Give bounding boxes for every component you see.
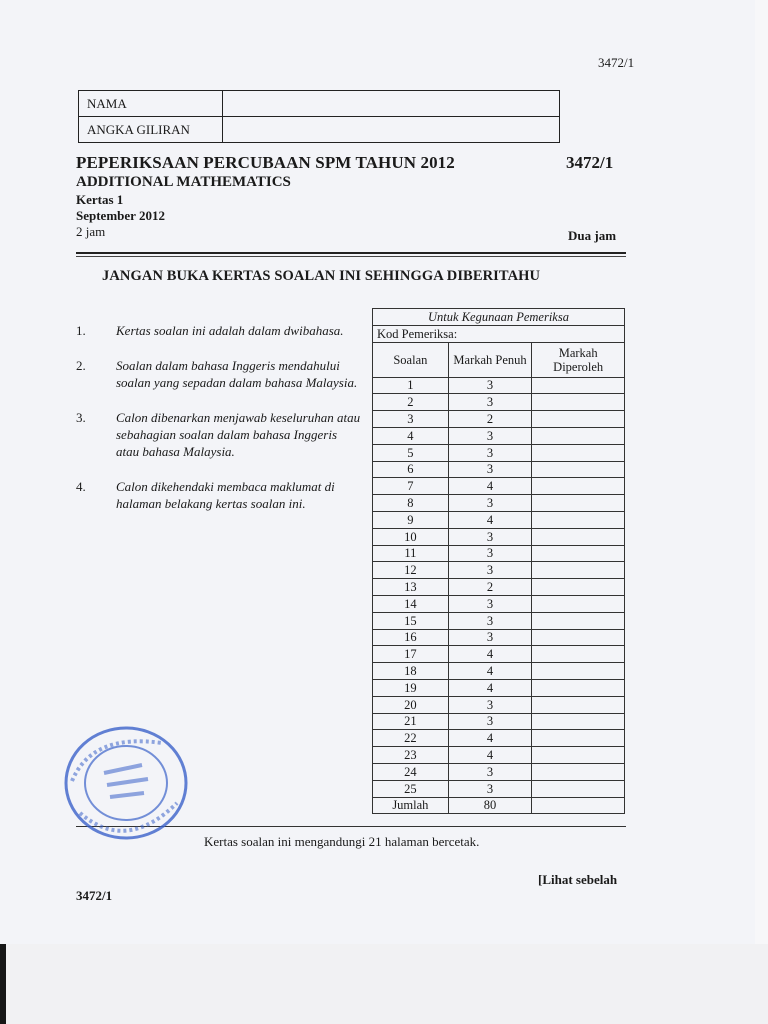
question-number: 5: [373, 444, 449, 461]
candidate-info-table: [78, 90, 560, 143]
question-number: 16: [373, 629, 449, 646]
marks-row: [373, 478, 625, 495]
question-number: 4: [373, 427, 449, 444]
marks-row: [373, 461, 625, 478]
instruction-number: 3.: [76, 410, 86, 425]
marks-obtained-field[interactable]: [532, 478, 625, 495]
marks-obtained-field[interactable]: [532, 629, 625, 646]
full-marks: 4: [448, 679, 532, 696]
marks-obtained-field[interactable]: [532, 511, 625, 528]
marks-obtained-field[interactable]: [532, 461, 625, 478]
examiner-marks-table: [372, 308, 625, 814]
marks-row: [373, 545, 625, 562]
marks-obtained-field[interactable]: [532, 713, 625, 730]
exam-date: September 2012: [76, 208, 165, 223]
page-count-note: Kertas soalan ini mengandungi 21 halaman bercetak.: [204, 834, 480, 849]
index-number-label: ANGKA GILIRAN: [79, 117, 223, 143]
marks-row: [373, 377, 625, 394]
full-marks: 4: [448, 511, 532, 528]
instruction-item: [76, 322, 366, 339]
question-number: 17: [373, 646, 449, 663]
marks-obtained-field[interactable]: [532, 679, 625, 696]
instruction-text: Calon dikehendaki membaca maklumat di halaman belakang kertas soalan ini.: [116, 479, 335, 511]
marks-obtained-field[interactable]: [532, 646, 625, 663]
exam-title: PEPERIKSAAN PERCUBAAN SPM TAHUN 2012: [76, 153, 455, 172]
marks-obtained-field[interactable]: [532, 579, 625, 596]
marks-obtained-field[interactable]: [532, 663, 625, 680]
marks-row: [373, 696, 625, 713]
column-header-question: Soalan: [373, 342, 449, 377]
marks-row: [373, 495, 625, 512]
full-marks: 3: [448, 394, 532, 411]
question-number: 20: [373, 696, 449, 713]
marks-row: [373, 411, 625, 428]
full-marks: 3: [448, 713, 532, 730]
marks-row: [373, 427, 625, 444]
name-field[interactable]: [223, 91, 560, 117]
full-marks: 3: [448, 696, 532, 713]
duration-words: Dua jam: [568, 228, 617, 243]
question-number: 14: [373, 595, 449, 612]
examiner-code-label: Kod Pemeriksa:: [373, 325, 625, 342]
paper-code-footer: 3472/1: [76, 888, 113, 903]
marks-table-caption: Untuk Kegunaan Pemeriksa: [373, 309, 625, 326]
instruction-text: Soalan dalam bahasa Inggeris mendahului soalan yang sepadan dalam bahasa Malaysia.: [116, 358, 358, 390]
marks-obtained-field[interactable]: [532, 595, 625, 612]
marks-obtained-field[interactable]: [532, 730, 625, 747]
full-marks: 3: [448, 461, 532, 478]
marks-obtained-field[interactable]: [532, 780, 625, 797]
full-marks: 3: [448, 427, 532, 444]
marks-row: [373, 646, 625, 663]
marks-row: [373, 612, 625, 629]
question-number: 10: [373, 528, 449, 545]
subject-title: ADDITIONAL MATHEMATICS: [76, 174, 291, 190]
instruction-item: [76, 409, 366, 460]
question-number: 15: [373, 612, 449, 629]
scanner-shadow: [0, 944, 6, 1024]
marks-obtained-field[interactable]: [532, 377, 625, 394]
instruction-number: 4.: [76, 479, 86, 494]
question-number: 25: [373, 780, 449, 797]
instruction-number: 2.: [76, 358, 86, 373]
marks-row: [373, 629, 625, 646]
total-row: [373, 797, 625, 814]
marks-row: [373, 713, 625, 730]
turn-over-note: [Lihat sebelah: [538, 872, 618, 887]
marks-row: [373, 444, 625, 461]
marks-row: [373, 528, 625, 545]
full-marks: 2: [448, 579, 532, 596]
question-number: 12: [373, 562, 449, 579]
full-marks: 3: [448, 444, 532, 461]
full-marks: 4: [448, 730, 532, 747]
marks-obtained-field[interactable]: [532, 528, 625, 545]
instruction-item: [76, 478, 366, 512]
full-marks: 3: [448, 495, 532, 512]
instruction-number: 1.: [76, 323, 86, 338]
instruction-item: [76, 357, 366, 391]
full-marks: 3: [448, 528, 532, 545]
full-marks: 3: [448, 629, 532, 646]
index-number-field[interactable]: [223, 117, 560, 143]
header-rule-thick: [76, 252, 626, 254]
question-number: 1: [373, 377, 449, 394]
name-label: NAMA: [79, 91, 223, 117]
column-header-full-marks: Markah Penuh: [448, 342, 532, 377]
official-stamp-icon: [62, 723, 192, 843]
question-number: 9: [373, 511, 449, 528]
marks-obtained-field[interactable]: [532, 545, 625, 562]
header-rule-thin: [76, 256, 626, 257]
duration-short: 2 jam: [76, 224, 106, 239]
question-number: 6: [373, 461, 449, 478]
question-number: 8: [373, 495, 449, 512]
scanner-background: [0, 944, 768, 1024]
marks-row: [373, 679, 625, 696]
question-number: 22: [373, 730, 449, 747]
question-number: 19: [373, 679, 449, 696]
marks-obtained-field[interactable]: [532, 394, 625, 411]
marks-obtained-field[interactable]: [532, 612, 625, 629]
full-marks: 3: [448, 763, 532, 780]
marks-obtained-field[interactable]: [532, 763, 625, 780]
column-header-marks-obtained: Markah Diperoleh: [532, 342, 625, 377]
full-marks: 3: [448, 377, 532, 394]
full-marks: 4: [448, 663, 532, 680]
marks-obtained-field[interactable]: [532, 427, 625, 444]
paper-number: Kertas 1: [76, 192, 124, 207]
marks-row: [373, 595, 625, 612]
marks-row: [373, 511, 625, 528]
question-number: 7: [373, 478, 449, 495]
full-marks: 4: [448, 646, 532, 663]
index-number-row: [79, 117, 560, 143]
total-full-marks: 80: [448, 797, 532, 814]
marks-obtained-field[interactable]: [532, 444, 625, 461]
marks-obtained-field[interactable]: [532, 411, 625, 428]
marks-row: [373, 579, 625, 596]
instruction-text: Kertas soalan ini adalah dalam dwibahasa.: [116, 323, 344, 338]
total-marks-obtained-field[interactable]: [532, 797, 625, 814]
marks-row: [373, 780, 625, 797]
marks-obtained-field[interactable]: [532, 696, 625, 713]
full-marks: 2: [448, 411, 532, 428]
question-number: 3: [373, 411, 449, 428]
name-row: [79, 91, 560, 117]
marks-row: [373, 763, 625, 780]
full-marks: 3: [448, 780, 532, 797]
marks-obtained-field[interactable]: [532, 562, 625, 579]
marks-obtained-field[interactable]: [532, 747, 625, 764]
full-marks: 3: [448, 562, 532, 579]
marks-row: [373, 730, 625, 747]
question-number: 18: [373, 663, 449, 680]
question-number: 2: [373, 394, 449, 411]
question-number: 21: [373, 713, 449, 730]
full-marks: 3: [448, 545, 532, 562]
warning-text: JANGAN BUKA KERTAS SOALAN INI SEHINGGA DIBERITAHU: [102, 268, 541, 284]
full-marks: 3: [448, 595, 532, 612]
question-number: 24: [373, 763, 449, 780]
instructions-list: [76, 322, 366, 530]
question-number: 11: [373, 545, 449, 562]
total-label: Jumlah: [373, 797, 449, 814]
marks-row: [373, 747, 625, 764]
question-number: 23: [373, 747, 449, 764]
paper-code-top: 3472/1: [598, 55, 635, 70]
marks-obtained-field[interactable]: [532, 495, 625, 512]
paper-code-header: 3472/1: [566, 153, 614, 172]
paper-edge: [755, 0, 768, 944]
full-marks: 3: [448, 612, 532, 629]
question-number: 13: [373, 579, 449, 596]
instruction-text: Calon dibenarkan menjawab keseluruhan atau sebahagian soalan dalam bahasa Inggeris atau bahasa Malaysia.: [116, 410, 361, 459]
marks-row: [373, 663, 625, 680]
full-marks: 4: [448, 478, 532, 495]
full-marks: 4: [448, 747, 532, 764]
marks-row: [373, 394, 625, 411]
marks-row: [373, 562, 625, 579]
